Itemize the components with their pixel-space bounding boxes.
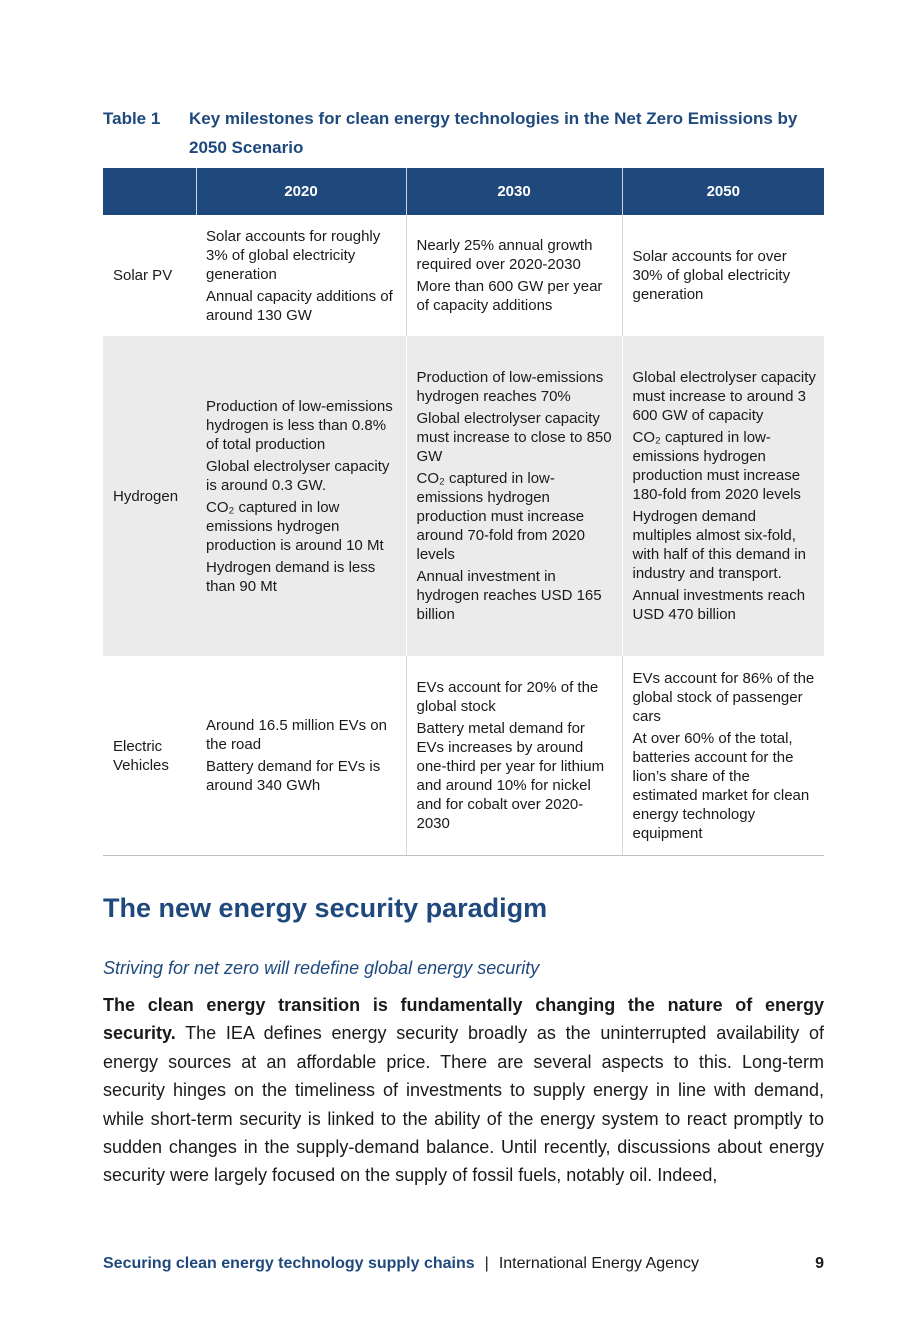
cell-text: CO₂ captured in low-emissions hydrogen production must increase 180-fold from 2020 levels (632, 429, 801, 503)
cell-text: Battery metal demand for EVs increases by around one-third per year for lithium and around 10% for nickel and for cobalt over 2020-2030 (416, 720, 605, 832)
cell-ev-2050 (622, 656, 824, 856)
page-number: 9 (815, 1255, 824, 1272)
body-paragraph (103, 991, 824, 1190)
cell-text: Around 16.5 million EVs on the road (206, 717, 387, 753)
cell-text: Global electrolyser capacity must increase to close to 850 GW (416, 410, 612, 465)
header-2020: 2020 (196, 168, 406, 215)
footer-separator: | (484, 1255, 489, 1272)
cell-text: Global electrolyser capacity is around 0.3 GW. (206, 457, 390, 494)
cell-hydrogen-2050 (622, 336, 824, 656)
cell-text: Annual investments reach USD 470 billion (632, 587, 806, 623)
cell-text: Hydrogen demand is less than 90 Mt (206, 558, 376, 595)
cell-text: Hydrogen demand multiples almost six-fold, with half of this demand in industry and transport. (632, 508, 806, 582)
footer-organization: International Energy Agency (498, 1255, 699, 1272)
cell-text: Solar accounts for roughly 3% of global electricity generation (206, 227, 381, 283)
section-subheading: Striving for net zero will redefine global energy security (103, 958, 540, 978)
table-row (103, 215, 824, 336)
header-2030: 2030 (406, 168, 622, 215)
cell-ev-2030 (406, 656, 622, 856)
cell-hydrogen-2020 (196, 336, 406, 656)
table-caption (103, 104, 833, 162)
row-label-electric-vehicles: Electric Vehicles (103, 656, 196, 856)
cell-text: EVs account for 86% of the global stock of passenger cars (632, 669, 815, 725)
table-label: Table 1 (103, 109, 161, 128)
cell-text: Global electrolyser capacity must increase to around 3 600 GW of capacity (632, 369, 816, 424)
table-row (103, 656, 824, 856)
cell-text: Production of low-emissions hydrogen reaches 70% (416, 369, 604, 405)
footer-title: Securing clean energy technology supply chains (103, 1255, 475, 1272)
cell-text: Annual investment in hydrogen reaches USD 165 billion (416, 568, 602, 623)
page-footer (103, 1255, 824, 1273)
table-header-row (103, 168, 824, 215)
section-heading: The new energy security paradigm (103, 893, 548, 923)
cell-ev-2020 (196, 656, 406, 856)
milestones-table (103, 168, 824, 856)
cell-text: More than 600 GW per year of capacity additions (416, 278, 603, 314)
cell-solar-2050 (622, 215, 824, 336)
cell-text: Production of low-emissions hydrogen is less than 0.8% of total production (206, 397, 393, 453)
header-empty (103, 168, 196, 215)
row-label-solar-pv: Solar PV (103, 215, 196, 336)
cell-text: Nearly 25% annual growth required over 2020-2030 (416, 237, 593, 273)
row-label-hydrogen: Hydrogen (103, 336, 196, 656)
cell-hydrogen-2030 (406, 336, 622, 656)
cell-text: CO₂ captured in low-emissions hydrogen production must increase around 70-fold from 2020 levels (416, 470, 585, 563)
cell-solar-2030 (406, 215, 622, 336)
cell-text: EVs account for 20% of the global stock (416, 679, 599, 715)
lead-sentence: The clean energy transition is fundamentally changing the nature of energy security. (103, 995, 824, 1044)
table-title: Key milestones for clean energy technologies in the Net Zero Emissions by 2050 Scenario (189, 109, 798, 157)
cell-solar-2020 (196, 215, 406, 336)
cell-text: At over 60% of the total, batteries account for the lion’s share of the estimated market for clean energy technology equipment (632, 729, 810, 842)
cell-text: Battery demand for EVs is around 340 GWh (206, 758, 381, 794)
body-text: The IEA defines energy security broadly as the uninterrupted availability of energy sources at an affordable price. There are several aspects to this. Long-term security hinges on the timeliness of investments to supply energy in line with demand, while short-term security is linked to the ability of the energy system to react promptly to sudden changes in the supply-demand balance. Until recently, discussions about energy security were largely focused on the supply of fossil fuels, notably oil. Indeed, (103, 1023, 824, 1186)
cell-text: Annual capacity additions of around 130 GW (206, 287, 393, 324)
cell-text: Solar accounts for over 30% of global electricity generation (632, 248, 791, 303)
header-2050: 2050 (622, 168, 824, 215)
cell-text: CO₂ captured in low emissions hydrogen production is around 10 Mt (206, 498, 384, 554)
table-row (103, 336, 824, 656)
